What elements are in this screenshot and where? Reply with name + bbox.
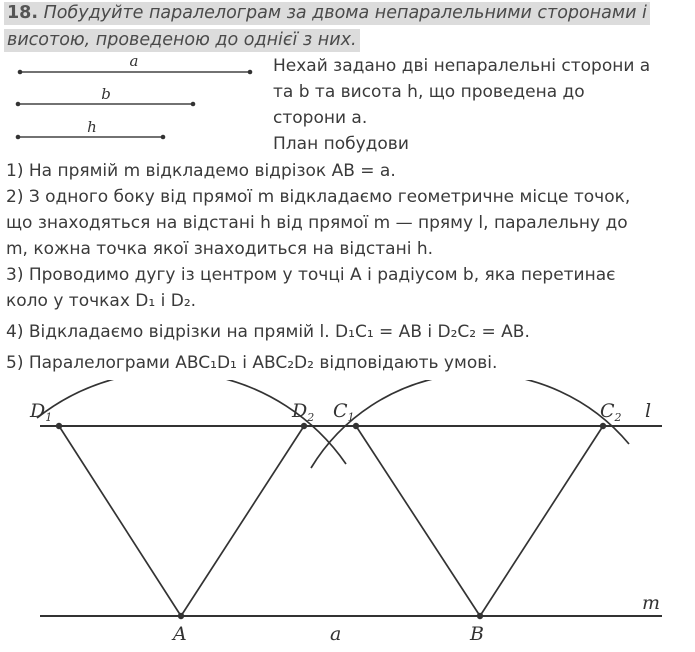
step-1: 1) На прямій m відкладемо відрізок AB = a. <box>6 161 396 181</box>
side-BC1 <box>356 426 480 616</box>
step-5: 5) Паралелограми ABC₁D₁ і ABC₂D₂ відповідають умові. <box>6 353 498 373</box>
segment-h-label: h <box>87 118 97 136</box>
arc-center-b <box>311 380 629 468</box>
intro-line3: сторони a. <box>273 108 368 128</box>
arc-center-a <box>37 380 346 464</box>
point-C2 <box>600 423 606 429</box>
label-C1: $C_1$ <box>333 400 355 424</box>
step-3-line2: коло у точках D₁ і D₂. <box>6 291 197 311</box>
task-statement <box>4 0 690 54</box>
intro-line2: та b та висота h, що проведена до <box>273 82 585 102</box>
construction-steps <box>6 158 690 376</box>
label-C2: $C_2$ <box>600 400 622 424</box>
segment-b-label: b <box>101 85 111 103</box>
intro-line1: Нехай задано дві непаралельні сторони a <box>273 56 651 76</box>
label-l: l <box>645 400 652 422</box>
label-D2: $D_2$ <box>292 400 315 424</box>
label-D1: $D_1$ <box>30 400 53 424</box>
task-text-line1: Побудуйте паралелограм за двома непаралельними сторонами і <box>43 3 647 23</box>
side-AD1 <box>59 426 181 616</box>
side-BC2 <box>480 426 603 616</box>
task-highlight-line2 <box>4 29 360 52</box>
point-D1 <box>56 423 62 429</box>
given-segments <box>0 52 270 147</box>
task-number: 18. <box>7 3 39 23</box>
point-A <box>178 613 184 619</box>
plan-title: План побудови <box>273 134 409 154</box>
side-AD2 <box>181 426 304 616</box>
point-B <box>477 613 483 619</box>
construction-figure <box>0 380 695 652</box>
task-text-line2: висотою, проведеною до однієї з них. <box>7 30 357 50</box>
label-m: m <box>642 592 661 614</box>
step-4: 4) Відкладаємо відрізки на прямій l. D₁C₁ = AB і D₂C₂ = AB. <box>6 322 530 342</box>
segment-a-label: a <box>129 52 139 70</box>
label-a: a <box>330 623 342 645</box>
step-3-line1: 3) Проводимо дугу із центром у точці A і радіусом b, яка перетинає <box>6 265 616 285</box>
task-highlight-line1 <box>4 2 650 25</box>
step-2-line3: m, кожна точка якої знаходиться на відстані h. <box>6 239 434 259</box>
label-A: A <box>173 623 187 645</box>
step-2-line1: 2) З одного боку від прямої m відкладаємо геометричне місце точок, <box>6 187 631 207</box>
label-B: B <box>470 623 484 645</box>
step-2-line2: що знаходяться на відстані h від прямої m — пряму l, паралельну до <box>6 213 628 233</box>
point-D2 <box>301 423 307 429</box>
intro-text <box>273 53 693 157</box>
